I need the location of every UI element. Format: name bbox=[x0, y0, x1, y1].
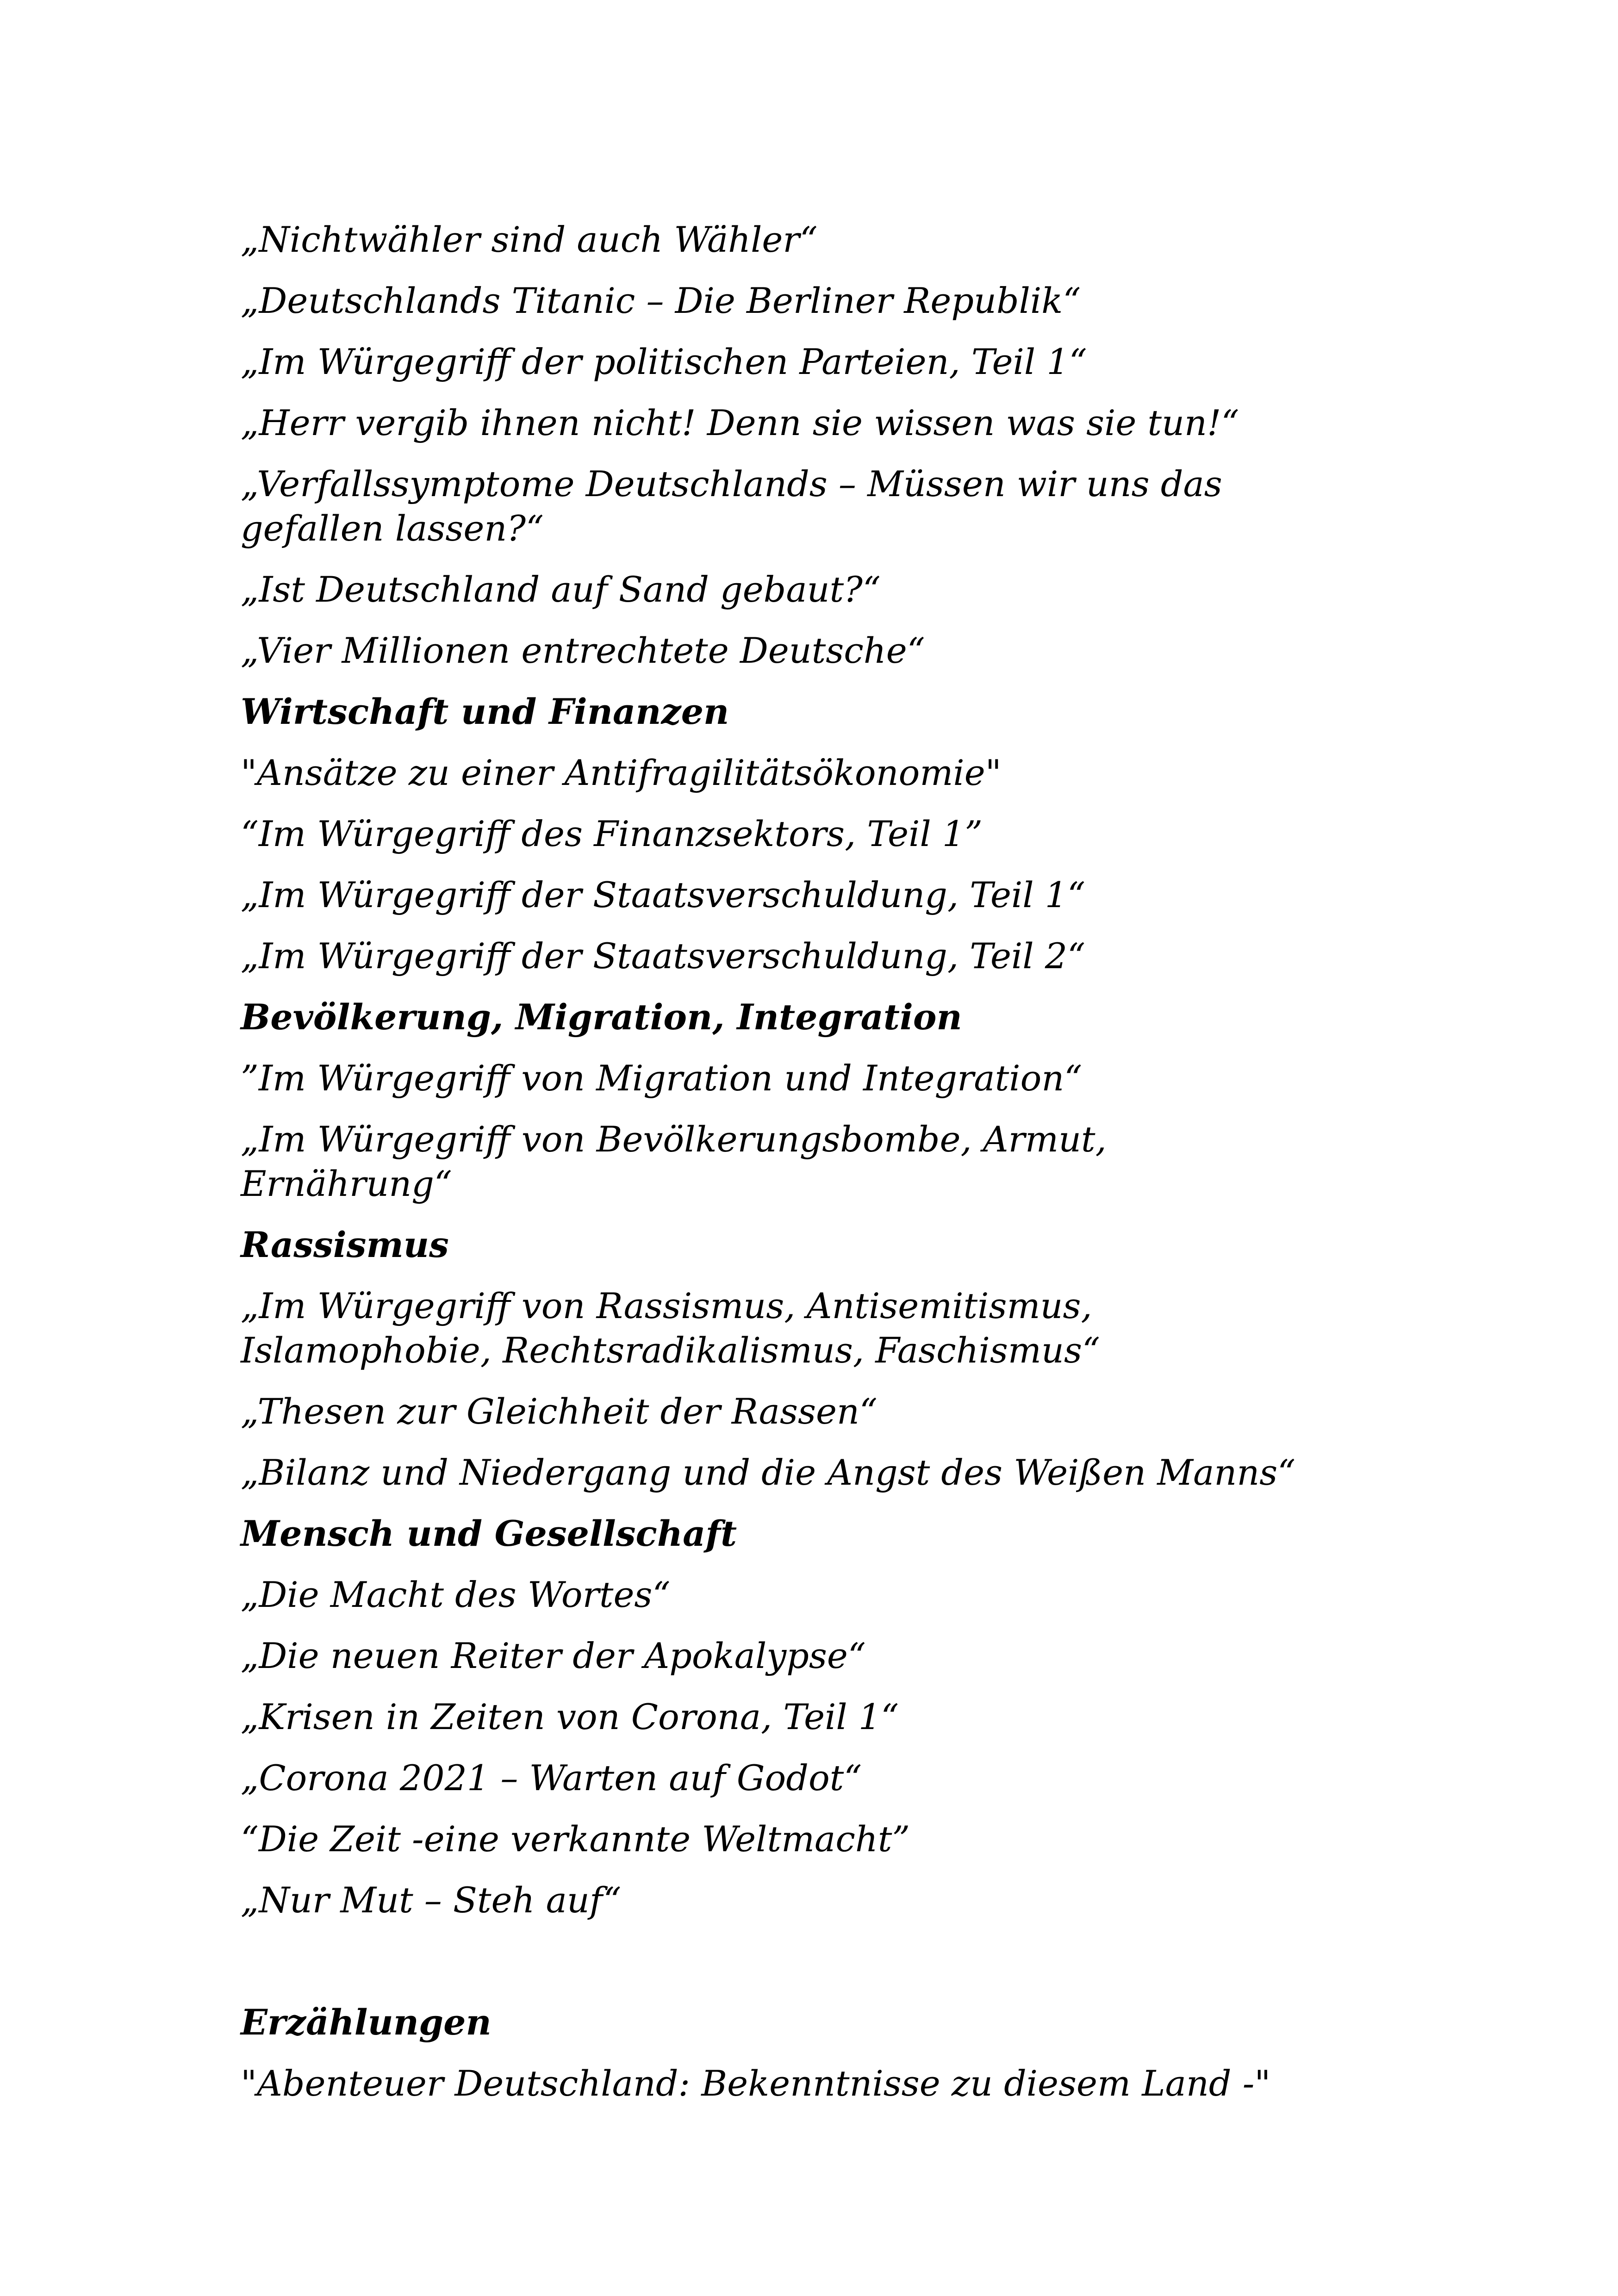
title-entry: „Im Würgegriff von Bevölkerungsbombe, Armut, Ernährung“ bbox=[241, 1119, 1107, 1204]
section-heading: Bevölkerung, Migration, Integration bbox=[241, 996, 962, 1038]
title-list bbox=[241, 218, 1305, 2122]
title-entry: "Abenteuer Deutschland: Bekenntnisse zu diesem Land -" bbox=[241, 2063, 1271, 2104]
title-entry: „Krisen in Zeiten von Corona, Teil 1“ bbox=[241, 1696, 899, 1737]
title-entry: „Herr vergib ihnen nicht! Denn sie wissen was sie tun!“ bbox=[241, 402, 1239, 443]
title-entry: „Im Würgegriff der politischen Parteien, Teil 1“ bbox=[241, 341, 1087, 382]
title-entry: „Corona 2021 – Warten auf Godot“ bbox=[241, 1757, 862, 1798]
title-entry: „Im Würgegriff der Staatsverschuldung, Teil 2“ bbox=[241, 935, 1086, 977]
title-entry: „Im Würgegriff von Rassismus, Antisemitismus, Islamophobie, Rechtsradikalismus, Faschismus“ bbox=[241, 1285, 1100, 1371]
section-heading: Erzählungen bbox=[241, 2002, 492, 2043]
title-entry: „Nur Mut – Steh auf“ bbox=[241, 1879, 622, 1921]
title-entry: „Deutschlands Titanic – Die Berliner Republik“ bbox=[241, 280, 1081, 321]
title-entry: ”Im Würgegriff von Migration und Integration“ bbox=[241, 1058, 1083, 1099]
section-spacer bbox=[241, 1939, 1305, 2000]
title-entry: „Ist Deutschland auf Sand gebaut?“ bbox=[241, 569, 881, 610]
title-entry: „Die neuen Reiter der Apokalypse“ bbox=[241, 1635, 866, 1676]
title-entry: „Thesen zur Gleichheit der Rassen“ bbox=[241, 1391, 877, 1432]
section-heading: Mensch und Gesellschaft bbox=[241, 1513, 737, 1554]
section-heading: Wirtschaft und Finanzen bbox=[241, 691, 729, 732]
title-entry: „Nichtwähler sind auch Wähler“ bbox=[241, 219, 818, 260]
title-entry: „Bilanz und Niedergang und die Angst des Weißen Manns“ bbox=[241, 1452, 1296, 1493]
title-entry: “Im Würgegriff des Finanzsektors, Teil 1” bbox=[241, 813, 983, 854]
title-entry: „Im Würgegriff der Staatsverschuldung, Teil 1“ bbox=[241, 874, 1086, 915]
title-entry: “Die Zeit -eine verkannte Weltmacht” bbox=[241, 1818, 910, 1860]
title-entry: "Ansätze zu einer Antifragilitätsökonomie" bbox=[241, 752, 1002, 793]
title-entry: „Verfallssymptome Deutschlands – Müssen wir uns das gefallen lassen?“ bbox=[241, 463, 1222, 549]
title-entry: „Die Macht des Wortes“ bbox=[241, 1574, 671, 1615]
title-entry: „Vier Millionen entrechtete Deutsche“ bbox=[241, 630, 925, 671]
section-heading: Rassismus bbox=[241, 1224, 449, 1265]
